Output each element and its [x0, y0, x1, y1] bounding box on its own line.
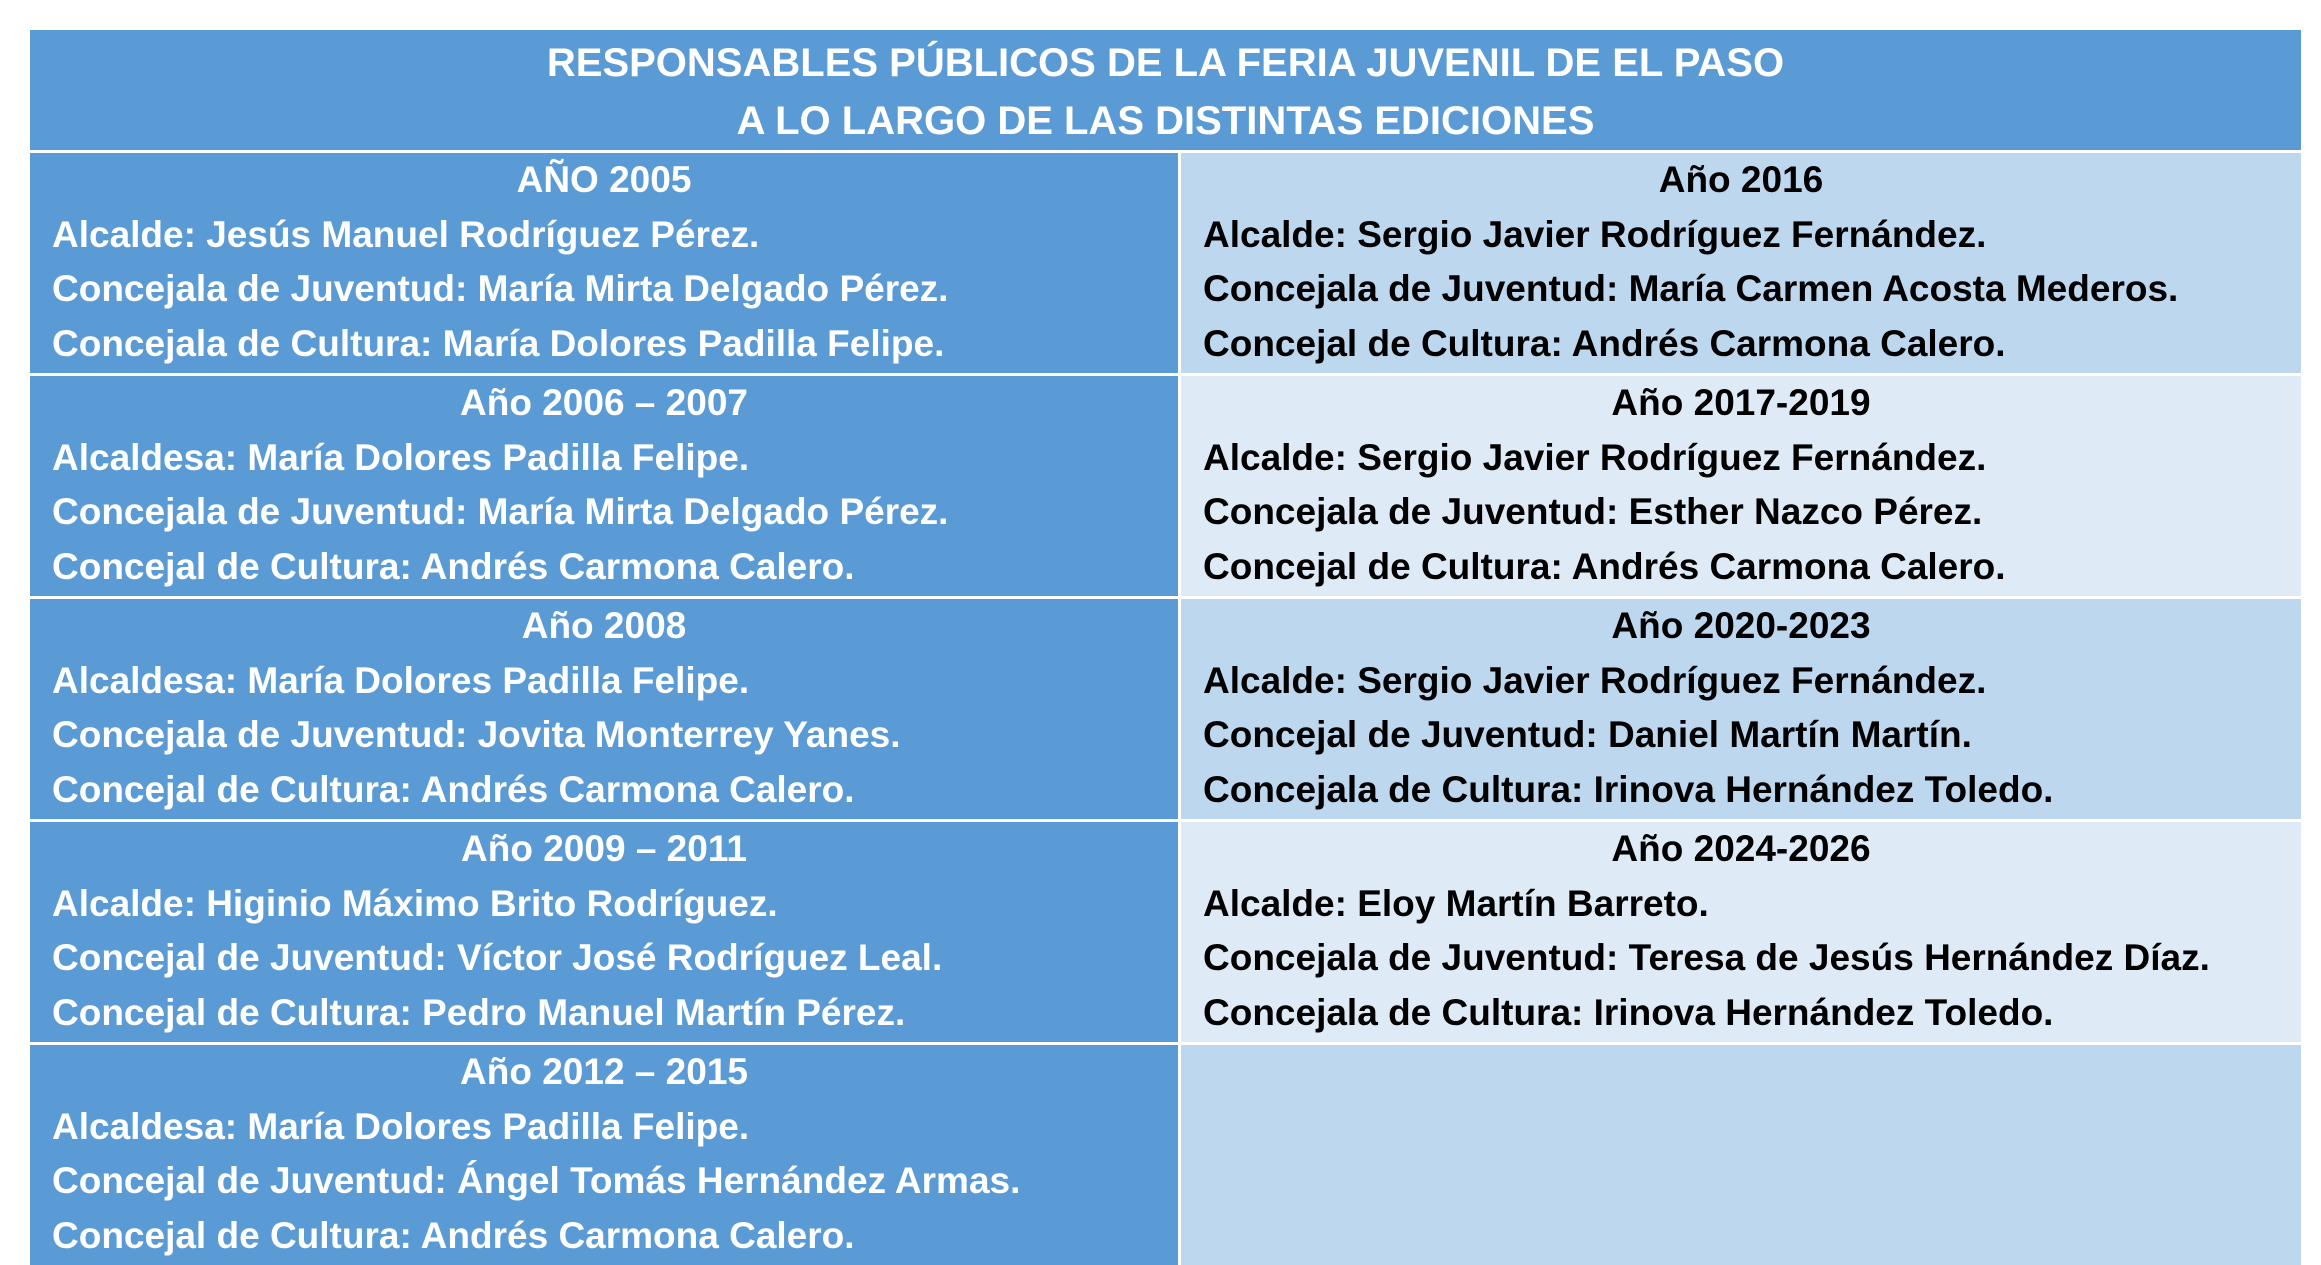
culture-councillor-entry: Concejal de Cultura: Andrés Carmona Calero. [1203, 322, 2006, 364]
edition-cell-2020-2023 [1181, 599, 2301, 819]
youth-councillor-entry: Concejala de Juventud: María Mirta Delgado Pérez. [52, 491, 949, 532]
youth-councillor-entry: Concejala de Juventud: Jovita Monterrey Yanes. [52, 714, 901, 755]
edition-cell-2017-2019 [1181, 376, 2301, 596]
mayor-entry: Alcaldesa: María Dolores Padilla Felipe. [52, 1105, 750, 1147]
youth-councillor-entry: Concejala de Juventud: María Carmen Acosta Mederos. [1203, 268, 2179, 309]
edition-cell-2024-2026 [1181, 822, 2301, 1042]
youth-councillor-entry: Concejal de Juventud: Ángel Tomás Hernández Armas. [52, 1160, 1021, 1201]
edition-year: Año 2016 [1658, 159, 1824, 200]
edition-cell-2012-2015 [30, 1045, 1178, 1265]
edition-cell-2006-2007 [30, 376, 1178, 596]
mayor-entry: Alcalde: Sergio Javier Rodríguez Fernández. [1203, 436, 1987, 478]
edition-year: Año 2009 – 2011 [461, 828, 747, 869]
mayor-entry: Alcalde: Higinio Máximo Brito Rodríguez. [52, 882, 778, 924]
mayor-entry: Alcalde: Sergio Javier Rodríguez Fernández. [1203, 659, 1987, 701]
mayor-entry: Alcalde: Eloy Martín Barreto. [1203, 882, 1709, 924]
culture-councillor-entry: Concejala de Cultura: Irinova Hernández Toledo. [1203, 768, 2054, 810]
mayor-entry: Alcalde: Jesús Manuel Rodríguez Pérez. [52, 213, 760, 255]
youth-councillor-entry: Concejala de Juventud: María Mirta Delgado Pérez. [52, 268, 949, 309]
edition-cell-2009-2011 [30, 822, 1178, 1042]
culture-councillor-entry: Concejal de Cultura: Andrés Carmona Calero. [52, 768, 855, 810]
edition-year: Año 2008 [521, 605, 687, 646]
culture-councillor-entry: Concejal de Cultura: Andrés Carmona Calero. [52, 545, 855, 587]
youth-councillor-entry: Concejal de Juventud: Daniel Martín Martín. [1203, 714, 1972, 755]
youth-councillor-entry: Concejala de Juventud: Esther Nazco Pérez. [1203, 491, 1983, 532]
culture-councillor-entry: Concejal de Cultura: Andrés Carmona Calero. [1203, 545, 2006, 587]
mayor-entry: Alcaldesa: María Dolores Padilla Felipe. [52, 659, 750, 701]
youth-councillor-entry: Concejala de Juventud: Teresa de Jesús Hernández Díaz. [1203, 937, 2210, 978]
mayor-entry: Alcalde: Sergio Javier Rodríguez Fernández. [1203, 213, 1987, 255]
edition-year: AÑO 2005 [516, 159, 692, 200]
culture-councillor-entry: Concejal de Cultura: Pedro Manuel Martín Pérez. [52, 991, 906, 1033]
title-line-2: A LO LARGO DE LAS DISTINTAS EDICIONES [736, 99, 1595, 143]
culture-councillor-entry: Concejal de Cultura: Andrés Carmona Calero. [52, 1214, 855, 1256]
responsables-table [30, 30, 2298, 1265]
youth-councillor-entry: Concejal de Juventud: Víctor José Rodríguez Leal. [52, 937, 943, 978]
edition-cell-2008 [30, 599, 1178, 819]
edition-year: Año 2012 – 2015 [460, 1051, 748, 1092]
culture-councillor-entry: Concejala de Cultura: María Dolores Padilla Felipe. [52, 322, 945, 364]
table-title [30, 30, 2301, 150]
edition-year: Año 2006 – 2007 [460, 382, 748, 423]
title-line-1: RESPONSABLES PÚBLICOS DE LA FERIA JUVENIL DE EL PASO [546, 41, 1785, 85]
mayor-entry: Alcaldesa: María Dolores Padilla Felipe. [52, 436, 750, 478]
culture-councillor-entry: Concejala de Cultura: Irinova Hernández Toledo. [1203, 991, 2054, 1033]
edition-cell-2005 [30, 153, 1178, 373]
edition-year: Año 2020-2023 [1611, 605, 1871, 646]
empty-cell [1181, 1045, 2301, 1265]
edition-year: Año 2024-2026 [1611, 828, 1871, 869]
edition-year: Año 2017-2019 [1611, 382, 1871, 423]
edition-cell-2016 [1181, 153, 2301, 373]
